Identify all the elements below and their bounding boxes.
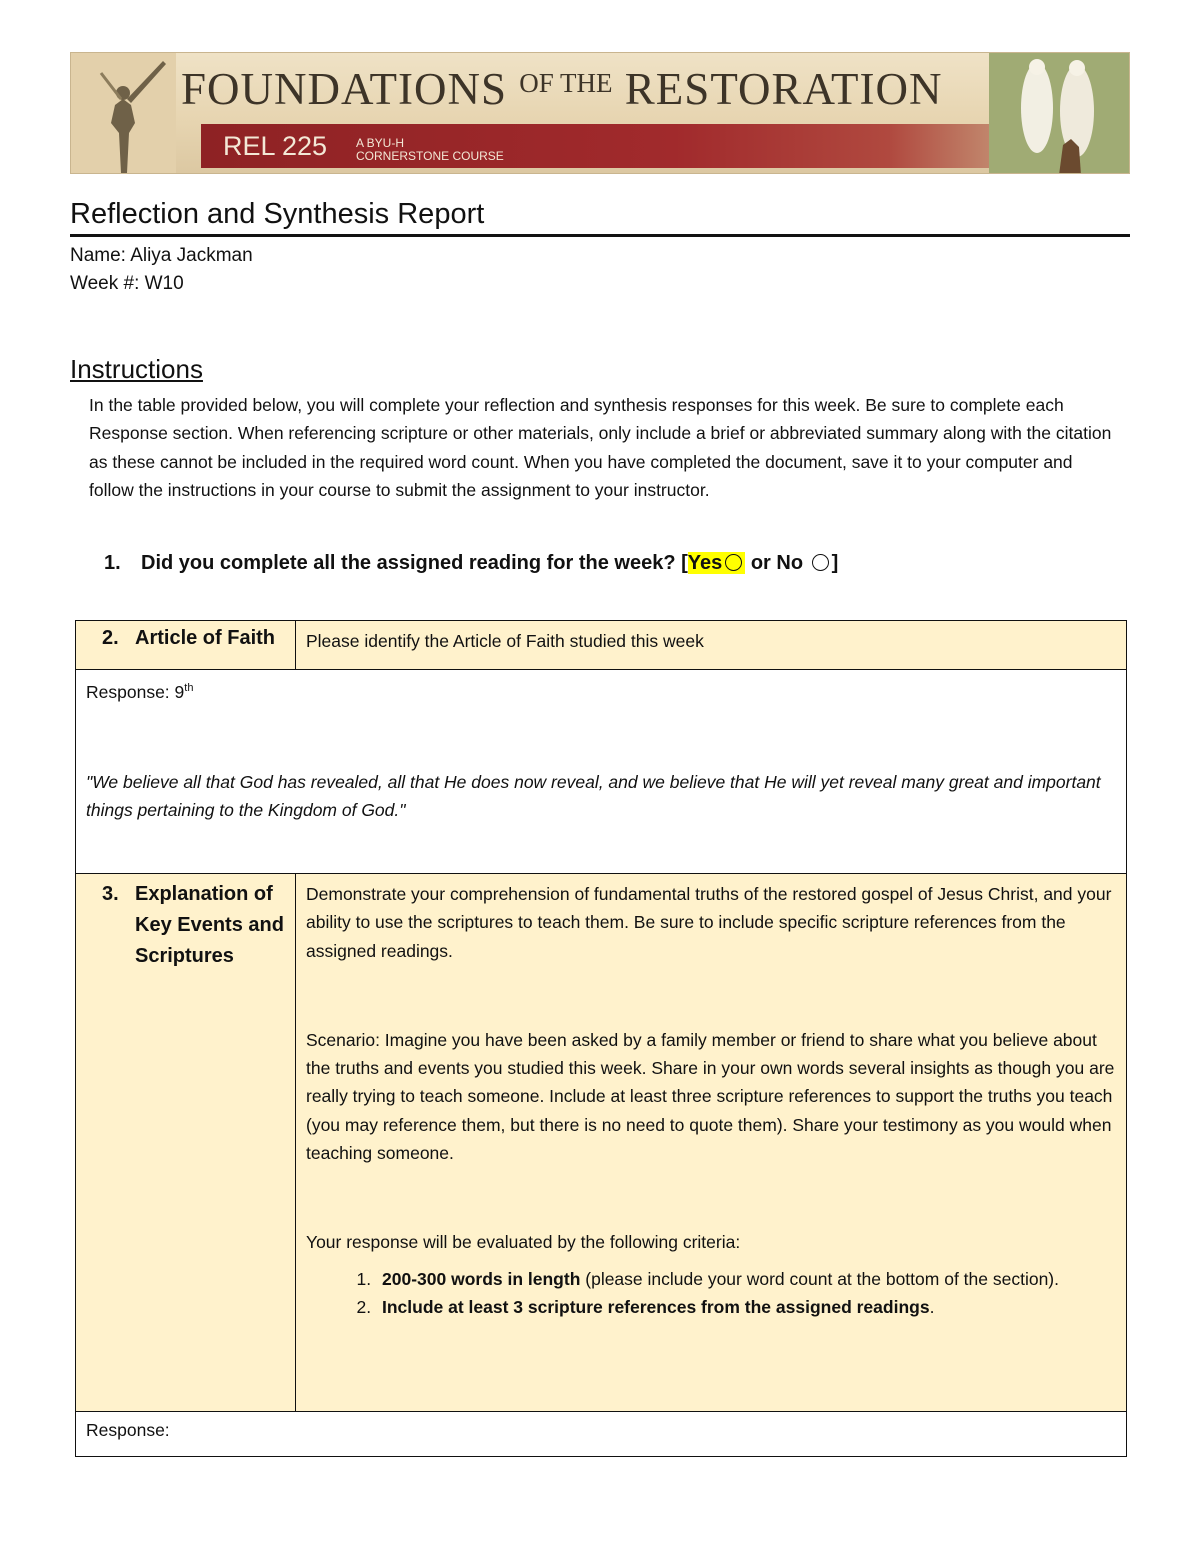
question-1-close: ]	[831, 552, 839, 574]
criteria-item: 2. Include at least 3 scripture references from the assigned readings.	[376, 1293, 1116, 1321]
section-3-heading-cell	[76, 874, 296, 1412]
banner-title: FOUNDATIONS $^{OF THE}$ RESTORATION	[181, 64, 943, 114]
question-1	[104, 548, 838, 578]
instructions-body: In the table provided below, you will complete your reflection and synthesis responses for this week. Be sure to complete each Response section. When referencing scripture or other materials, only include a brief or abbreviated summary along with the citation as these cannot be included in the required word count. When you have completed the document, save it to your computer and follow the instructions in your course to submit the assignment to your instructor.	[89, 395, 1112, 500]
section-3-prompt-cell	[296, 874, 1127, 1412]
section-2-response-cell[interactable]	[76, 670, 1127, 874]
name-line: Name: Aliya Jackman	[70, 245, 253, 266]
no-radio-circle[interactable]	[812, 554, 829, 571]
question-1-text: Did you complete all the assigned reading for the week? [	[141, 552, 688, 574]
section-2-prompt: Please identify the Article of Faith studied this week	[296, 621, 1127, 670]
section-3-number: 3.	[102, 883, 119, 905]
criteria-item: 1. 200-300 words in length (please include your word count at the bottom of the section).	[376, 1265, 1116, 1293]
section-2-response-label: Response: 9th	[86, 681, 194, 702]
reflection-table	[75, 620, 1127, 1457]
document-title: Reflection and Synthesis Report	[70, 198, 485, 230]
section-3-heading: Explanation of Key Events and Scriptures	[135, 883, 284, 967]
heavenly-messengers-figure	[989, 53, 1129, 174]
criteria-list	[306, 1265, 1116, 1322]
title-divider	[70, 234, 1130, 237]
section-2-heading: Article of Faith	[135, 627, 276, 649]
instructions-heading: Instructions	[70, 354, 203, 384]
section-2-number: 2.	[102, 627, 119, 649]
section-3-response-cell[interactable]	[76, 1412, 1127, 1457]
angel-moroni-figure	[71, 53, 176, 174]
student-info	[70, 242, 253, 298]
section-3-scenario: Scenario: Imagine you have been asked by a family member or friend to share what you believe about the truths and events you studied this week. Share in your own words several insights as though you are really trying to teach someone. Include at least three scripture references to support the truths you teach (you may reference them, but there is no need to quote them). Share your testimony as you would when teaching someone.	[306, 1029, 1115, 1164]
criteria-intro: Your response will be evaluated by the following criteria:	[306, 1232, 741, 1253]
course-banner	[70, 52, 1130, 174]
or-no-label: or No	[745, 552, 809, 574]
yes-option[interactable]: Yes	[688, 552, 745, 574]
section-2-heading-cell	[76, 621, 296, 670]
yes-radio-circle[interactable]	[725, 554, 742, 571]
section-3-response-label: Response:	[86, 1420, 170, 1440]
banner-course-subtitle: A BYU-H CORNERSTONE COURSE	[356, 136, 504, 163]
banner-course-code: REL 225	[223, 131, 328, 161]
question-1-number: 1.	[104, 552, 121, 574]
week-line: Week #: W10	[70, 273, 184, 294]
banner-stripe	[201, 124, 1061, 168]
section-3-prompt-p1: Demonstrate your comprehension of fundamental truths of the restored gospel of Jesus Christ, and your ability to use the scriptures to teach them. Be sure to include specific scripture references from the assigned readings.	[306, 884, 1112, 961]
article-of-faith-quote: "We believe all that God has revealed, all that He does now reveal, and we believe that He will yet reveal many great and important things pertaining to the Kingdom of God."	[86, 772, 1101, 821]
